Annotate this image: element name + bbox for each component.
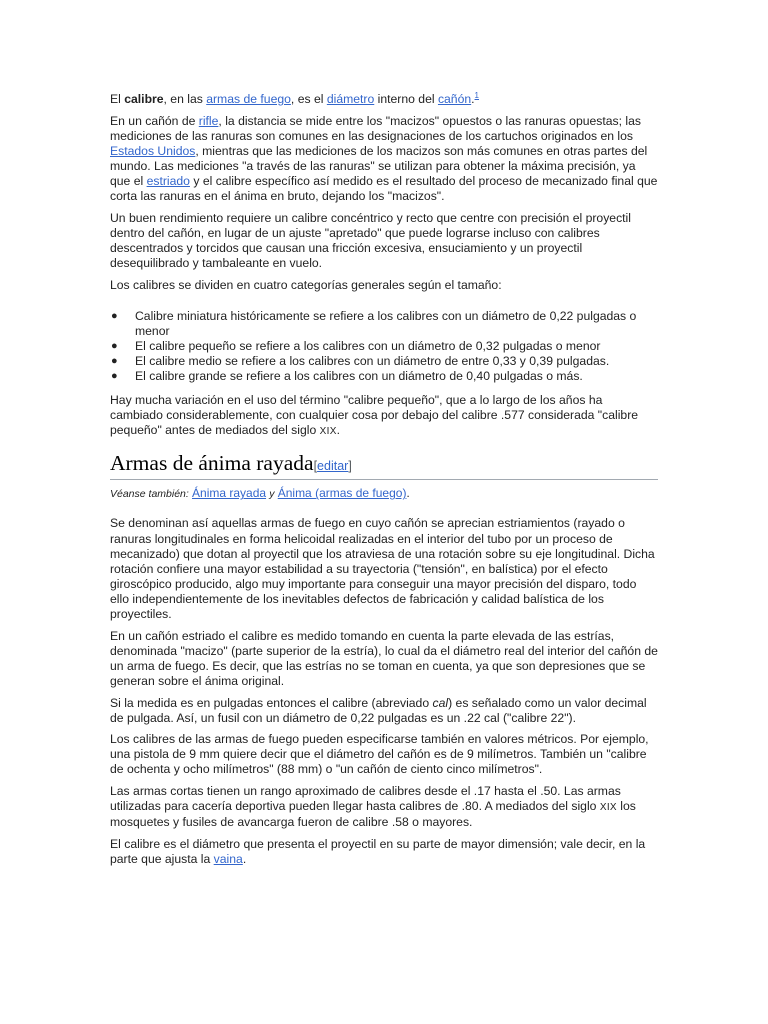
century-numeral: XIX (319, 426, 337, 438)
bullet-icon: ● (111, 370, 118, 382)
paragraph-rendimiento: Un buen rendimiento requiere un calibre concéntrico y recto que centre con precisión el proyectil dentro del cañón, en lugar de un ajuste "apretado" que puede lograrse incluso con calibres descentrados y torcidos que causan una fricción excesiva, ensuciamiento y un proyectil desequilibrado y tambaleante en vuelo. (110, 210, 631, 270)
link-vaina[interactable]: vaina (213, 851, 243, 866)
paragraph-armas-cortas: Las armas cortas tienen un rango aproximado de calibres desde el .17 hasta el .50. Las armas utilizadas para cacería deportiva pueden llegar hasta calibres de .80. A mediados del siglo XIX los mosquetes y fusiles de avancarga fueron de calibre .58 o mayores. (110, 783, 636, 830)
reference-link[interactable]: 1 (474, 90, 479, 100)
link-estriado[interactable]: estriado (146, 173, 190, 188)
list-item: ● Calibre miniatura históricamente se refiere a los calibres con un diámetro de 0,22 pulgadas o menor (111, 308, 637, 338)
paragraph-pulgadas: Si la medida es en pulgadas entonces el calibre (abreviado cal) es señalado como un valor decimal de pulgada. Así, un fusil con un diámetro de 0,22 pulgadas es un .22 cal ("calibre 22"). (110, 695, 647, 725)
link-rifle[interactable]: rifle (198, 113, 219, 128)
hatnote: Véanse también: Ánima rayada y Ánima (armas de fuego). (110, 486, 410, 501)
term-calibre: calibre (124, 92, 164, 106)
paragraph-estriamientos: Se denominan así aquellas armas de fuego en cuyo cañón se aprecian estriamientos (rayado o ranuras longitudinales en forma helicoidal realizadas en el interior del tubo por un proceso de mecanizado) que dotan al proyectil que los atraviesa de una rotación sobre su eje longitudinal. Dicha rotación confiere una mayor estabilidad a su trayectoria ("tensión", en balística) por el efecto giroscópico producido, algo muy importante para conseguir una mayor precisión del disparo, todo ello independientemente de los inevitables defectos de fabricación y calidad balística de los proyectiles. (110, 516, 655, 622)
link-anima-rayada[interactable]: Ánima rayada (192, 486, 267, 501)
link-anima-armas[interactable]: Ánima (armas de fuego) (277, 486, 407, 501)
section-heading: Armas de ánima rayada[editar] (110, 451, 658, 480)
paragraph-variacion: Hay mucha variación en el uso del término "calibre pequeño", que a lo largo de los años ha cambiado considerablemente, con cualquier cosa por debajo del calibre .577 considerada "calibre pequeño" antes de mediados del siglo XIX. (110, 393, 639, 438)
link-estados-unidos[interactable]: Estados Unidos (110, 143, 196, 158)
list-item: ● El calibre grande se refiere a los calibres con un diámetro de 0,40 pulgadas o más. (111, 369, 583, 383)
bullet-icon: ● (111, 339, 118, 352)
paragraph-macizo: En un cañón estriado el calibre es medido tomando en cuenta la parte elevada de las estrías, denominada "macizo" (parte superior de la estría), lo cual da el diámetro real del interior del cañón de un arma de fuego. Es decir, que las estrías no se toman en cuenta, ya que son depresiones que se generan sobre el ánima original. (110, 628, 658, 688)
intro-paragraph: El calibre, en las armas de fuego, es el diámetro interno del cañón.$^1$ (110, 90, 479, 106)
edit-section: [editar] (313, 459, 352, 474)
edit-link[interactable]: editar (317, 459, 349, 474)
article-body (110, 92, 658, 873)
list-item: ● El calibre medio se refiere a los calibres con un diámetro de entre 0,33 y 0,39 pulgadas. (111, 353, 610, 368)
paragraph-rifle: En un cañón de rifle, la distancia se mide entre los "macizos" opuestos o las ranuras opuestas; las mediciones de las ranuras son comunes en las designaciones de los cartuchos originados en los Estados Unidos, mientras que las mediciones de los macizos son más comunes en otras partes del mundo. Las mediciones "a través de las ranuras" se utilizan para obtener la máxima precisión, ya que el estriado y el calibre específico así medido es el resultado del proceso de mecanizado final que corta las ranuras en el ánima en bruto, dejando los "macizos". (110, 113, 658, 204)
list-item: ● El calibre pequeño se refiere a los calibres con un diámetro de 0,32 pulgadas o menor (111, 338, 601, 353)
link-diametro[interactable]: diámetro (326, 92, 375, 106)
calibre-categories-list (110, 309, 658, 384)
paragraph-categorias: Los calibres se dividen en cuatro categorías generales según el tamaño: (110, 277, 502, 292)
bullet-icon: ● (111, 354, 118, 367)
link-canon[interactable]: cañón (437, 92, 472, 106)
hatnote-label: Véanse también: (110, 488, 189, 501)
link-armas-de-fuego[interactable]: armas de fuego (206, 92, 291, 106)
paragraph-vaina: El calibre es el diámetro que presenta el proyectil en su parte de mayor dimensión; vale decir, en la parte que ajusta la vaina. (110, 836, 646, 866)
abbr-cal: cal (432, 695, 449, 710)
paragraph-metricos: Los calibres de las armas de fuego pueden especificarse también en valores métricos. Por ejemplo, una pistola de 9 mm quiere decir que el diámetro del cañón es de 9 milímetros. También un "calibre de ochenta y ocho milímetros" (88 mm) o "un cañón de ciento cinco milímetros". (110, 732, 649, 777)
bullet-icon: ● (111, 309, 118, 322)
century-numeral: XIX (599, 802, 617, 814)
